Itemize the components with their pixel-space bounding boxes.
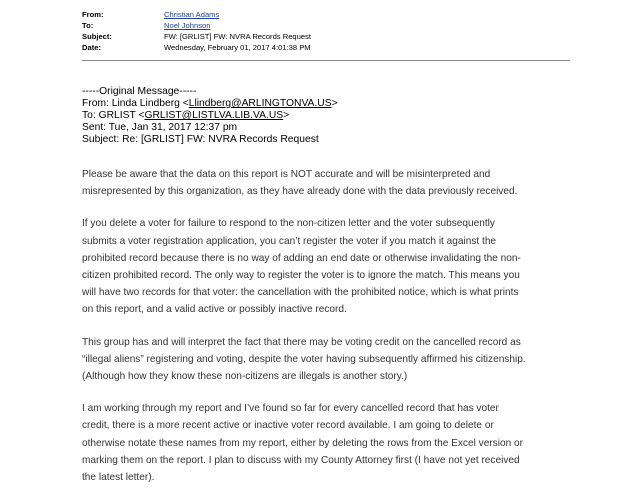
date-label: Date: (82, 43, 101, 52)
to-recipient-link[interactable]: Noel Johnson (164, 21, 211, 30)
body-line: (Although how they know these non-citizens are illegals is another story.) (82, 371, 408, 383)
body-line: I am working through my report and I’ve found so far for every cancelled record that has voter (82, 403, 499, 415)
body-paragraph-1 (82, 166, 582, 200)
header-subject-row (82, 31, 311, 42)
original-message-block (82, 86, 338, 146)
body-line: misrepresented by this organization, as they have already done with the data previously received. (82, 186, 518, 198)
original-to-line (82, 110, 338, 122)
header-to-row (82, 20, 311, 31)
header-date-row (82, 42, 311, 53)
body-line: the latest letter). (82, 472, 155, 484)
to-label: To: (82, 21, 94, 30)
message-body (82, 166, 582, 501)
email-header (82, 9, 311, 53)
body-line: will have two records for that voter: the cancellation with the prohibited notice, which is what prints (82, 287, 519, 299)
body-line: otherwise notate these names from my report, either by deleting the rows from the Excel version or (82, 437, 523, 449)
header-divider (82, 60, 570, 61)
body-line: Please be aware that the data on this report is NOT accurate and will be misinterpreted and (82, 169, 491, 180)
original-message-divider: -----Original Message----- (82, 86, 197, 97)
original-from-prefix: From: Linda Lindberg < (82, 98, 189, 109)
original-to-prefix: To: GRLIST < (82, 110, 145, 121)
original-from-line (82, 98, 338, 110)
body-line: citizen prohibited record. The only way to register the voter is to ignore the match. This means you (82, 270, 520, 282)
from-sender-link[interactable]: Christian Adams (164, 10, 220, 19)
original-to-suffix: > (283, 110, 290, 121)
from-label: From: (82, 10, 104, 19)
body-line: If you delete a voter for failure to respond to the non-citizen letter and the voter subsequently (82, 218, 495, 230)
original-from-suffix: > (331, 98, 338, 109)
body-paragraph-4 (82, 400, 582, 486)
body-line: prohibited record because there is no way of adding an end date or otherwise invalidating the non- (82, 252, 521, 264)
original-subject-line: Subject: Re: [GRLIST] FW: NVRA Records Request (82, 134, 319, 145)
header-from-row (82, 9, 311, 20)
original-from-email-link[interactable]: Llindberg@ARLINGTONVA.US (188, 98, 332, 109)
body-paragraph-2 (82, 215, 582, 318)
original-sent-line: Sent: Tue, Jan 31, 2017 12:37 pm (82, 122, 238, 133)
body-line: marking them on the report. I plan to discuss with my County Attorney first (I have not yet received (82, 454, 520, 466)
body-line: on this report, and a valid active or possibly inactive record. (82, 304, 347, 316)
body-line: This group has and will interpret the fact that there may be voting credit on the cancelled record as (82, 336, 521, 348)
body-paragraph-3 (82, 334, 582, 386)
body-line: submits a voter registration application, you can’t register the voter if you match it against the (82, 235, 497, 247)
subject-label: Subject: (82, 32, 112, 41)
subject-value: FW: [GRLIST] FW: NVRA Records Request (164, 32, 311, 41)
body-line: “illegal aliens” registering and voting, despite the voter having subsequently affirmed his citizenship. (82, 353, 526, 365)
original-to-email-link[interactable]: GRLIST@LISTLVA.LIB.VA.US (144, 110, 284, 121)
date-value: Wednesday, February 01, 2017 4:01:38 PM (164, 43, 311, 52)
body-line: credit, there is a more recent active or inactive voter record available. I am going to delete or (82, 420, 494, 432)
